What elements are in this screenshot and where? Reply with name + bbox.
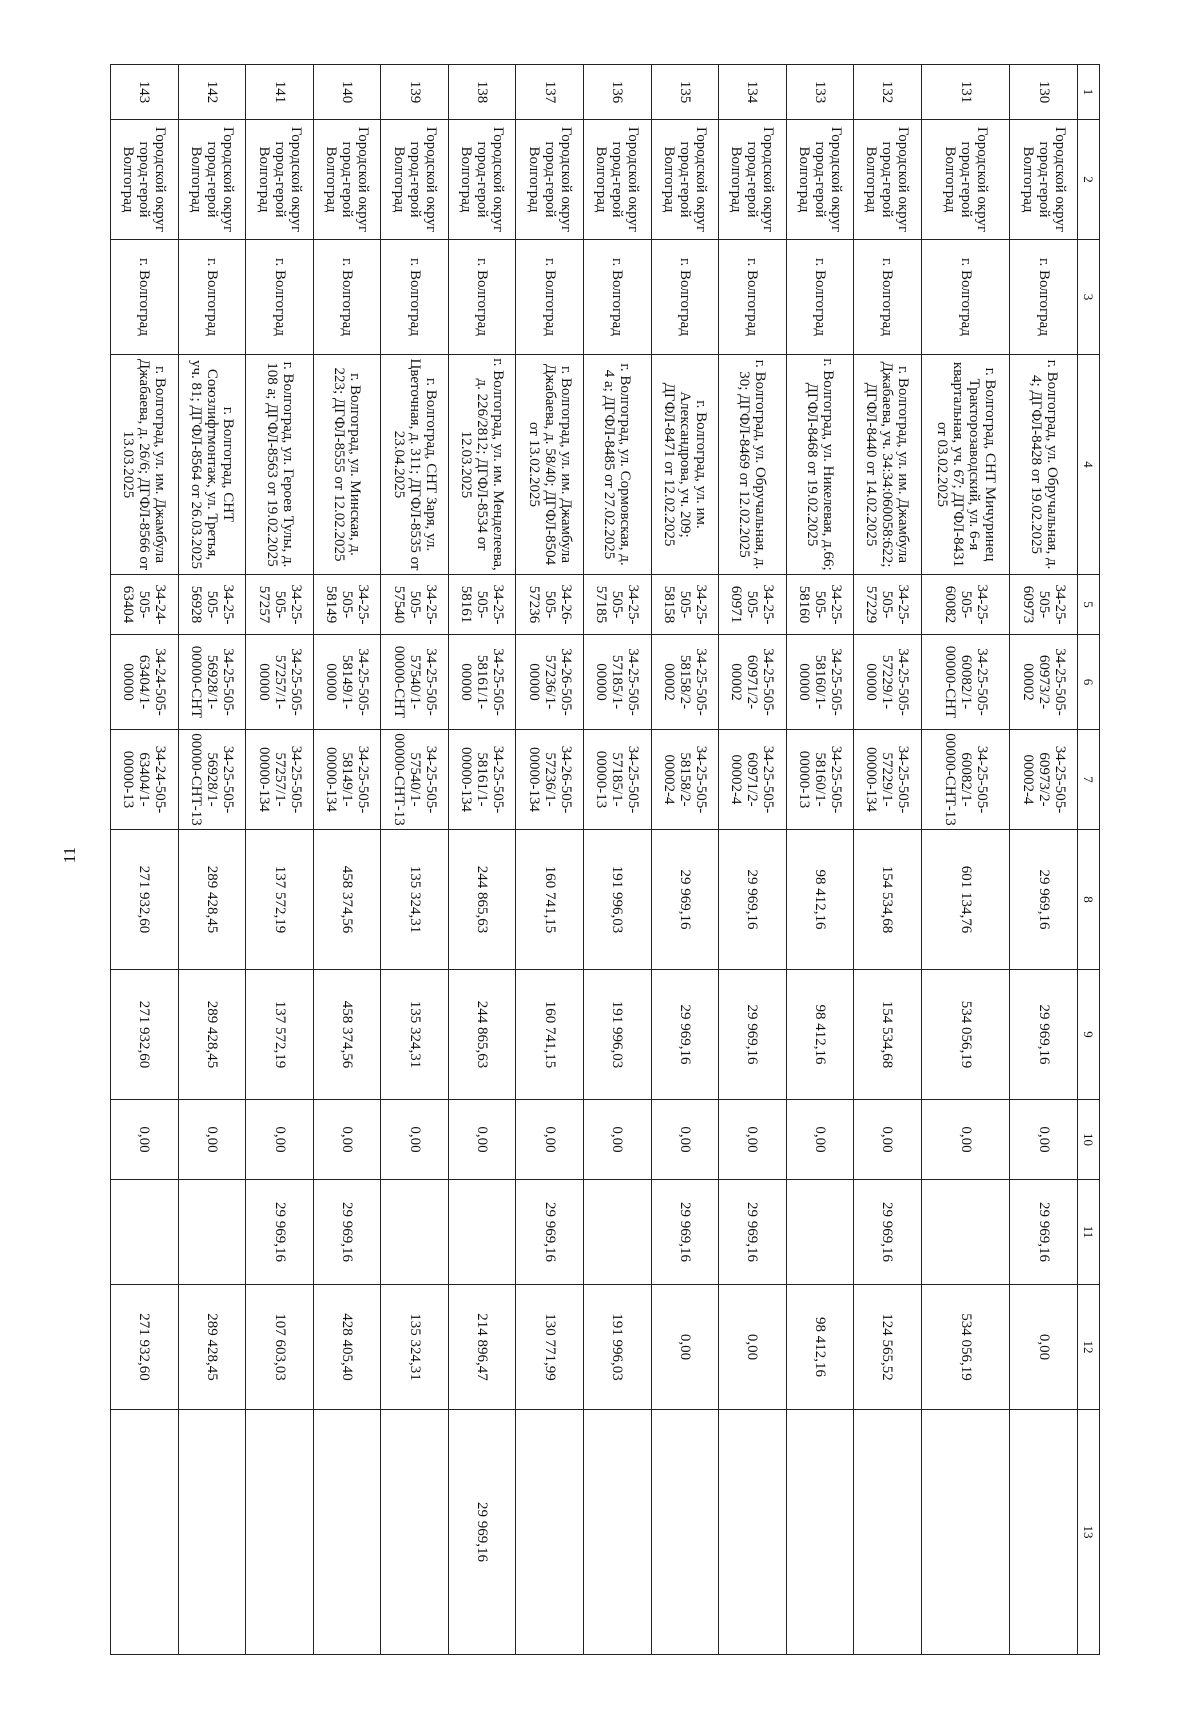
amount-col13-cell bbox=[1010, 1410, 1078, 1655]
amount-col12-cell: 289 428,45 bbox=[178, 1285, 246, 1410]
row-number-cell: 136 bbox=[583, 65, 651, 120]
amount-col13-cell bbox=[381, 1410, 449, 1655]
table-row bbox=[381, 65, 449, 1655]
table-row bbox=[246, 65, 314, 1655]
row-number-cell: 139 bbox=[381, 65, 449, 120]
amount-col12-cell: 428 405,40 bbox=[313, 1285, 381, 1410]
settlement-cell: г. Волгоград bbox=[313, 240, 381, 355]
municipality-cell: Городской округ город-герой Волгоград bbox=[719, 120, 787, 240]
amount-col9-cell: 244 865,63 bbox=[448, 970, 516, 1100]
amount-col8-cell: 289 428,45 bbox=[178, 830, 246, 970]
amount-col12-cell: 0,00 bbox=[1010, 1285, 1078, 1410]
amount-col9-cell: 29 969,16 bbox=[719, 970, 787, 1100]
settlement-cell: г. Волгоград bbox=[381, 240, 449, 355]
row-number-cell: 135 bbox=[651, 65, 719, 120]
municipality-cell: Городской округ город-герой Волгоград bbox=[381, 120, 449, 240]
settlement-cell: г. Волгоград bbox=[854, 240, 922, 355]
municipality-cell: Городской округ город-герой Волгоград bbox=[786, 120, 854, 240]
code-cell: 34-25-505-60082 bbox=[921, 575, 1010, 635]
contract-code-cell: 34-25-505-56928/1-00000-СНТ-13 bbox=[178, 730, 246, 830]
amount-col13-cell: 29 969,16 bbox=[448, 1410, 516, 1655]
amount-col10-cell: 0,00 bbox=[583, 1100, 651, 1180]
header-cell: 1 bbox=[1078, 65, 1100, 120]
settlement-cell: г. Волгоград bbox=[1010, 240, 1078, 355]
application-code-cell: 34-25-505-60973/2-00002 bbox=[1010, 635, 1078, 730]
address-cell: г. Волгоград, ул. Героев Тулы, д. 108 а; ДГФЛ-8563 от 19.02.2025 bbox=[246, 355, 314, 575]
contract-code-cell: 34-25-505-57540/1-00000-СНТ-13 bbox=[381, 730, 449, 830]
application-code-cell: 34-25-505-58161/1-00000 bbox=[448, 635, 516, 730]
amount-col12-cell: 130 771,99 bbox=[516, 1285, 584, 1410]
header-cell: 11 bbox=[1078, 1180, 1100, 1285]
amount-col12-cell: 0,00 bbox=[651, 1285, 719, 1410]
contract-code-cell: 34-25-505-60973/2-00002-4 bbox=[1010, 730, 1078, 830]
municipality-cell: Городской округ город-герой Волгоград bbox=[1010, 120, 1078, 240]
row-number-cell: 134 bbox=[719, 65, 787, 120]
row-number-cell: 131 bbox=[921, 65, 1010, 120]
code-cell: 34-26-505-57236 bbox=[516, 575, 584, 635]
amount-col8-cell: 458 374,56 bbox=[313, 830, 381, 970]
table-row bbox=[921, 65, 1010, 1655]
amount-col8-cell: 98 412,16 bbox=[786, 830, 854, 970]
settlement-cell: г. Волгоград bbox=[921, 240, 1010, 355]
application-code-cell: 34-25-505-57185/1-00000 bbox=[583, 635, 651, 730]
amount-col12-cell: 107 603,03 bbox=[246, 1285, 314, 1410]
amount-col10-cell: 0,00 bbox=[111, 1100, 179, 1180]
settlement-cell: г. Волгоград bbox=[719, 240, 787, 355]
row-number-cell: 133 bbox=[786, 65, 854, 120]
amount-col8-cell: 160 741,15 bbox=[516, 830, 584, 970]
municipality-cell: Городской округ город-герой Волгоград bbox=[583, 120, 651, 240]
amount-col12-cell: 534 056,19 bbox=[921, 1285, 1010, 1410]
rotated-table-container bbox=[110, 64, 1100, 1654]
header-cell: 8 bbox=[1078, 830, 1100, 970]
municipality-cell: Городской округ город-герой Волгоград bbox=[516, 120, 584, 240]
municipality-cell: Городской округ город-герой Волгоград bbox=[854, 120, 922, 240]
header-cell: 7 bbox=[1078, 730, 1100, 830]
header-cell: 6 bbox=[1078, 635, 1100, 730]
amount-col10-cell: 0,00 bbox=[313, 1100, 381, 1180]
table-row bbox=[854, 65, 922, 1655]
contract-code-cell: 34-24-505-63404/1-00000-13 bbox=[111, 730, 179, 830]
table-row bbox=[583, 65, 651, 1655]
address-cell: г. Волгоград, ул. Минская, д. 223; ДГФЛ-8555 от 12.02.2025 bbox=[313, 355, 381, 575]
amount-col9-cell: 137 572,19 bbox=[246, 970, 314, 1100]
settlement-cell: г. Волгоград bbox=[448, 240, 516, 355]
contract-code-cell: 34-26-505-57236/1-00000-134 bbox=[516, 730, 584, 830]
header-cell: 10 bbox=[1078, 1100, 1100, 1180]
application-code-cell: 34-25-505-58149/1-00000 bbox=[313, 635, 381, 730]
amount-col9-cell: 29 969,16 bbox=[651, 970, 719, 1100]
amount-col13-cell bbox=[178, 1410, 246, 1655]
application-code-cell: 34-25-505-56928/1-00000-СНТ bbox=[178, 635, 246, 730]
settlement-cell: г. Волгоград bbox=[651, 240, 719, 355]
amount-col9-cell: 154 534,68 bbox=[854, 970, 922, 1100]
code-cell: 34-25-505-56928 bbox=[178, 575, 246, 635]
municipality-cell: Городской округ город-герой Волгоград bbox=[921, 120, 1010, 240]
municipality-cell: Городской округ город-герой Волгоград bbox=[178, 120, 246, 240]
row-number-cell: 142 bbox=[178, 65, 246, 120]
contract-code-cell: 34-25-505-58158/2-00002-4 bbox=[651, 730, 719, 830]
amount-col10-cell: 0,00 bbox=[178, 1100, 246, 1180]
amount-col11-cell: 29 969,16 bbox=[313, 1180, 381, 1285]
address-cell: г. Волгоград, ул. Обручальная, д. 4; ДГФЛ-8428 от 19.02.2025 bbox=[1010, 355, 1078, 575]
table-row bbox=[111, 65, 179, 1655]
row-number-cell: 137 bbox=[516, 65, 584, 120]
amount-col13-cell bbox=[313, 1410, 381, 1655]
municipality-cell: Городской округ город-герой Волгоград bbox=[313, 120, 381, 240]
amount-col13-cell bbox=[786, 1410, 854, 1655]
amount-col12-cell: 98 412,16 bbox=[786, 1285, 854, 1410]
application-code-cell: 34-25-505-57229/1-00000 bbox=[854, 635, 922, 730]
application-code-cell: 34-25-505-60082/1-00000-СНТ bbox=[921, 635, 1010, 730]
contract-code-cell: 34-25-505-57229/1-00000-134 bbox=[854, 730, 922, 830]
amount-col9-cell: 534 056,19 bbox=[921, 970, 1010, 1100]
amount-col11-cell bbox=[111, 1180, 179, 1285]
amount-col11-cell: 29 969,16 bbox=[1010, 1180, 1078, 1285]
amount-col10-cell: 0,00 bbox=[1010, 1100, 1078, 1180]
contract-code-cell: 34-25-505-58161/1-00000-134 bbox=[448, 730, 516, 830]
row-number-cell: 140 bbox=[313, 65, 381, 120]
address-cell: г. Волгоград, СНТ Заря, ул. Цветочная, д. 311; ДГФЛ-8535 от 23.04.2025 bbox=[381, 355, 449, 575]
address-cell: г. Волгоград, СНТ Мичуринец Тракторозаводский, ул. 6-я квартальная, уч. 67; ДГФЛ-8431 от 03.02.2025 bbox=[921, 355, 1010, 575]
amount-col9-cell: 29 969,16 bbox=[1010, 970, 1078, 1100]
table-row bbox=[516, 65, 584, 1655]
row-number-cell: 141 bbox=[246, 65, 314, 120]
address-cell: г. Волгоград, ул. им. Менделеева, д. 226/2812; ДГФЛ-8534 от 12.03.2025 bbox=[448, 355, 516, 575]
municipality-cell: Городской округ город-герой Волгоград bbox=[111, 120, 179, 240]
table-row bbox=[786, 65, 854, 1655]
amount-col9-cell: 98 412,16 bbox=[786, 970, 854, 1100]
amount-col12-cell: 271 932,60 bbox=[111, 1285, 179, 1410]
code-cell: 34-25-505-57185 bbox=[583, 575, 651, 635]
code-cell: 34-25-505-58149 bbox=[313, 575, 381, 635]
amount-col10-cell: 0,00 bbox=[246, 1100, 314, 1180]
code-cell: 34-25-505-58158 bbox=[651, 575, 719, 635]
table-row bbox=[651, 65, 719, 1655]
application-code-cell: 34-25-505-57257/1-00000 bbox=[246, 635, 314, 730]
amount-col8-cell: 271 932,60 bbox=[111, 830, 179, 970]
amount-col8-cell: 601 134,76 bbox=[921, 830, 1010, 970]
amount-col13-cell bbox=[651, 1410, 719, 1655]
contract-code-cell: 34-25-505-58149/1-00000-134 bbox=[313, 730, 381, 830]
amount-col11-cell: 29 969,16 bbox=[246, 1180, 314, 1285]
header-row bbox=[1078, 65, 1100, 1655]
page-number: 11 bbox=[60, 846, 80, 864]
amount-col9-cell: 458 374,56 bbox=[313, 970, 381, 1100]
address-cell: г. Волгоград, ул. им. Александрова, уч. 209; ДГФЛ-8471 от 12.02.2025 bbox=[651, 355, 719, 575]
amount-col8-cell: 244 865,63 bbox=[448, 830, 516, 970]
code-cell: 34-25-505-57229 bbox=[854, 575, 922, 635]
amount-col13-cell bbox=[719, 1410, 787, 1655]
amount-col10-cell: 0,00 bbox=[921, 1100, 1010, 1180]
amount-col9-cell: 271 932,60 bbox=[111, 970, 179, 1100]
amount-col11-cell bbox=[178, 1180, 246, 1285]
application-code-cell: 34-25-505-60971/2-00002 bbox=[719, 635, 787, 730]
municipality-cell: Городской округ город-герой Волгоград bbox=[651, 120, 719, 240]
amount-col8-cell: 29 969,16 bbox=[651, 830, 719, 970]
amount-col9-cell: 289 428,45 bbox=[178, 970, 246, 1100]
registry-table bbox=[110, 64, 1100, 1655]
amount-col11-cell: 29 969,16 bbox=[651, 1180, 719, 1285]
address-cell: г. Волгоград, ул. им. Джамбула Джабаева, д. 26/6; ДГФЛ-8566 от 13.03.2025 bbox=[111, 355, 179, 575]
contract-code-cell: 34-25-505-60971/2-00002-4 bbox=[719, 730, 787, 830]
amount-col12-cell: 124 565,52 bbox=[854, 1285, 922, 1410]
amount-col11-cell bbox=[583, 1180, 651, 1285]
header-cell: 13 bbox=[1078, 1410, 1100, 1655]
amount-col13-cell bbox=[246, 1410, 314, 1655]
address-cell: г. Волгоград, ул. Сормовская, д. 4 а; ДГФЛ-8485 от 27.02.2025 bbox=[583, 355, 651, 575]
code-cell: 34-25-505-60973 bbox=[1010, 575, 1078, 635]
amount-col13-cell bbox=[111, 1410, 179, 1655]
settlement-cell: г. Волгоград bbox=[111, 240, 179, 355]
amount-col10-cell: 0,00 bbox=[786, 1100, 854, 1180]
row-number-cell: 138 bbox=[448, 65, 516, 120]
amount-col10-cell: 0,00 bbox=[719, 1100, 787, 1180]
amount-col11-cell: 29 969,16 bbox=[516, 1180, 584, 1285]
settlement-cell: г. Волгоград bbox=[246, 240, 314, 355]
amount-col10-cell: 0,00 bbox=[381, 1100, 449, 1180]
amount-col11-cell: 29 969,16 bbox=[854, 1180, 922, 1285]
amount-col12-cell: 135 324,31 bbox=[381, 1285, 449, 1410]
address-cell: г. Волгоград, ул. им. Джамбула Джабаева, д. 58/40; ДГФЛ-8504 от 13.02.2025 bbox=[516, 355, 584, 575]
amount-col8-cell: 154 534,68 bbox=[854, 830, 922, 970]
code-cell: 34-25-505-57257 bbox=[246, 575, 314, 635]
amount-col11-cell bbox=[786, 1180, 854, 1285]
code-cell: 34-25-505-58161 bbox=[448, 575, 516, 635]
header-cell: 12 bbox=[1078, 1285, 1100, 1410]
amount-col13-cell bbox=[921, 1410, 1010, 1655]
municipality-cell: Городской округ город-герой Волгоград bbox=[246, 120, 314, 240]
amount-col11-cell bbox=[381, 1180, 449, 1285]
amount-col12-cell: 0,00 bbox=[719, 1285, 787, 1410]
municipality-cell: Городской округ город-герой Волгоград bbox=[448, 120, 516, 240]
amount-col8-cell: 137 572,19 bbox=[246, 830, 314, 970]
contract-code-cell: 34-25-505-58160/1-00000-13 bbox=[786, 730, 854, 830]
settlement-cell: г. Волгоград bbox=[178, 240, 246, 355]
header-cell: 2 bbox=[1078, 120, 1100, 240]
table-row bbox=[1010, 65, 1078, 1655]
header-cell: 4 bbox=[1078, 355, 1100, 575]
header-cell: 9 bbox=[1078, 970, 1100, 1100]
amount-col13-cell bbox=[854, 1410, 922, 1655]
amount-col9-cell: 135 324,31 bbox=[381, 970, 449, 1100]
contract-code-cell: 34-25-505-57185/1-00000-13 bbox=[583, 730, 651, 830]
amount-col11-cell bbox=[448, 1180, 516, 1285]
amount-col10-cell: 0,00 bbox=[651, 1100, 719, 1180]
code-cell: 34-25-505-57540 bbox=[381, 575, 449, 635]
amount-col8-cell: 29 969,16 bbox=[1010, 830, 1078, 970]
application-code-cell: 34-25-505-57540/1-00000-СНТ bbox=[381, 635, 449, 730]
amount-col13-cell bbox=[516, 1410, 584, 1655]
settlement-cell: г. Волгоград bbox=[583, 240, 651, 355]
address-cell: г. Волгоград, ул. Никелевая, д.66; ДГФЛ-8468 от 19.02.2025 bbox=[786, 355, 854, 575]
amount-col10-cell: 0,00 bbox=[854, 1100, 922, 1180]
address-cell: г. Волгоград, ул. Обручальная, д. 30; ДГФЛ-8469 от 12.02.2025 bbox=[719, 355, 787, 575]
header-cell: 5 bbox=[1078, 575, 1100, 635]
amount-col10-cell: 0,00 bbox=[516, 1100, 584, 1180]
table-row bbox=[178, 65, 246, 1655]
amount-col10-cell: 0,00 bbox=[448, 1100, 516, 1180]
row-number-cell: 132 bbox=[854, 65, 922, 120]
amount-col11-cell: 29 969,16 bbox=[719, 1180, 787, 1285]
settlement-cell: г. Волгоград bbox=[786, 240, 854, 355]
header-cell: 3 bbox=[1078, 240, 1100, 355]
contract-code-cell: 34-25-505-60082/1-00000-СНТ-13 bbox=[921, 730, 1010, 830]
amount-col11-cell bbox=[921, 1180, 1010, 1285]
amount-col12-cell: 191 996,03 bbox=[583, 1285, 651, 1410]
amount-col8-cell: 135 324,31 bbox=[381, 830, 449, 970]
amount-col9-cell: 160 741,15 bbox=[516, 970, 584, 1100]
table-row bbox=[448, 65, 516, 1655]
amount-col8-cell: 29 969,16 bbox=[719, 830, 787, 970]
application-code-cell: 34-26-505-57236/1-00000 bbox=[516, 635, 584, 730]
address-cell: г. Волгоград, ул. им. Джамбула Джабаева, уч. 34:34:060058:622; ДГФЛ-8440 от 14.02.2025 bbox=[854, 355, 922, 575]
application-code-cell: 34-25-505-58158/2-00002 bbox=[651, 635, 719, 730]
amount-col8-cell: 191 996,03 bbox=[583, 830, 651, 970]
address-cell: г. Волгоград, СНТ Союзлифтмонтаж, ул. Третья, уч. 81; ДГФЛ-8564 от 26.03.2025 bbox=[178, 355, 246, 575]
amount-col9-cell: 191 996,03 bbox=[583, 970, 651, 1100]
contract-code-cell: 34-25-505-57257/1-00000-134 bbox=[246, 730, 314, 830]
amount-col13-cell bbox=[583, 1410, 651, 1655]
settlement-cell: г. Волгоград bbox=[516, 240, 584, 355]
table-row bbox=[719, 65, 787, 1655]
code-cell: 34-25-505-58160 bbox=[786, 575, 854, 635]
row-number-cell: 130 bbox=[1010, 65, 1078, 120]
row-number-cell: 143 bbox=[111, 65, 179, 120]
amount-col12-cell: 214 896,47 bbox=[448, 1285, 516, 1410]
code-cell: 34-25-505-60971 bbox=[719, 575, 787, 635]
application-code-cell: 34-25-505-58160/1-00000 bbox=[786, 635, 854, 730]
code-cell: 34-24-505-63404 bbox=[111, 575, 179, 635]
application-code-cell: 34-24-505-63404/1-00000 bbox=[111, 635, 179, 730]
table-row bbox=[313, 65, 381, 1655]
